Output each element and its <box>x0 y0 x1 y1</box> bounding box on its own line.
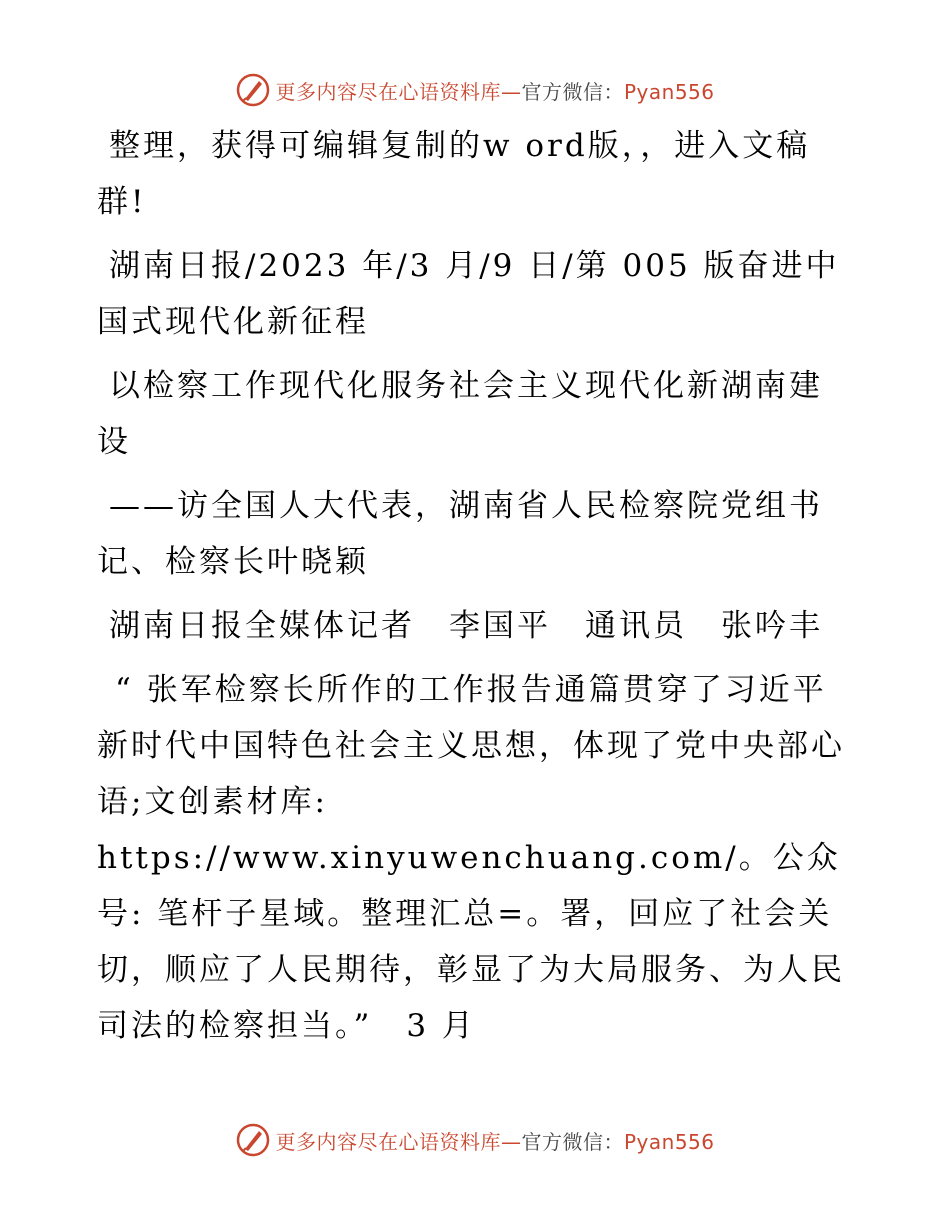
document-body <box>97 118 855 1062</box>
watermark-text: 更多内容尽在心语资料库—官方微信：Pyan556 <box>275 79 715 104</box>
header-watermark <box>0 70 950 110</box>
quill-pen-icon <box>235 1122 271 1158</box>
footer-watermark <box>0 1120 950 1160</box>
watermark-text: 更多内容尽在心语资料库—官方微信：Pyan556 <box>275 1129 715 1154</box>
byline: 湖南日报全媒体记者 李国平 通讯员 张吟丰 <box>109 608 823 644</box>
quill-pen-icon <box>235 72 271 108</box>
intro-paragraph: 整理，获得可编辑复制的w ord版，，进入文稿群! <box>97 128 811 220</box>
source-line: 湖南日报/2023 年/3 月/9 日/第 005 版奋进中国式现代化新征程 <box>97 248 840 340</box>
body-paragraph: “ 张军检察长所作的工作报告通篇贯穿了习近平新时代中国特色社会主义思想，体现了党中央部心语;文创素材库: https://www.xinyuwenchuang.com/。公众号: 笔杆子星域。整理汇总=。署，回应了社会关切，顺应了人民期待，彰显了为大局服务、为人民司法的检察担当。” 3 月 <box>97 672 845 1044</box>
article-title: 以检察工作现代化服务社会主义现代化新湖南建设 <box>97 368 823 460</box>
article-subtitle: ——访全国人大代表，湖南省人民检察院党组书记、检察长叶晓颖 <box>97 488 823 580</box>
